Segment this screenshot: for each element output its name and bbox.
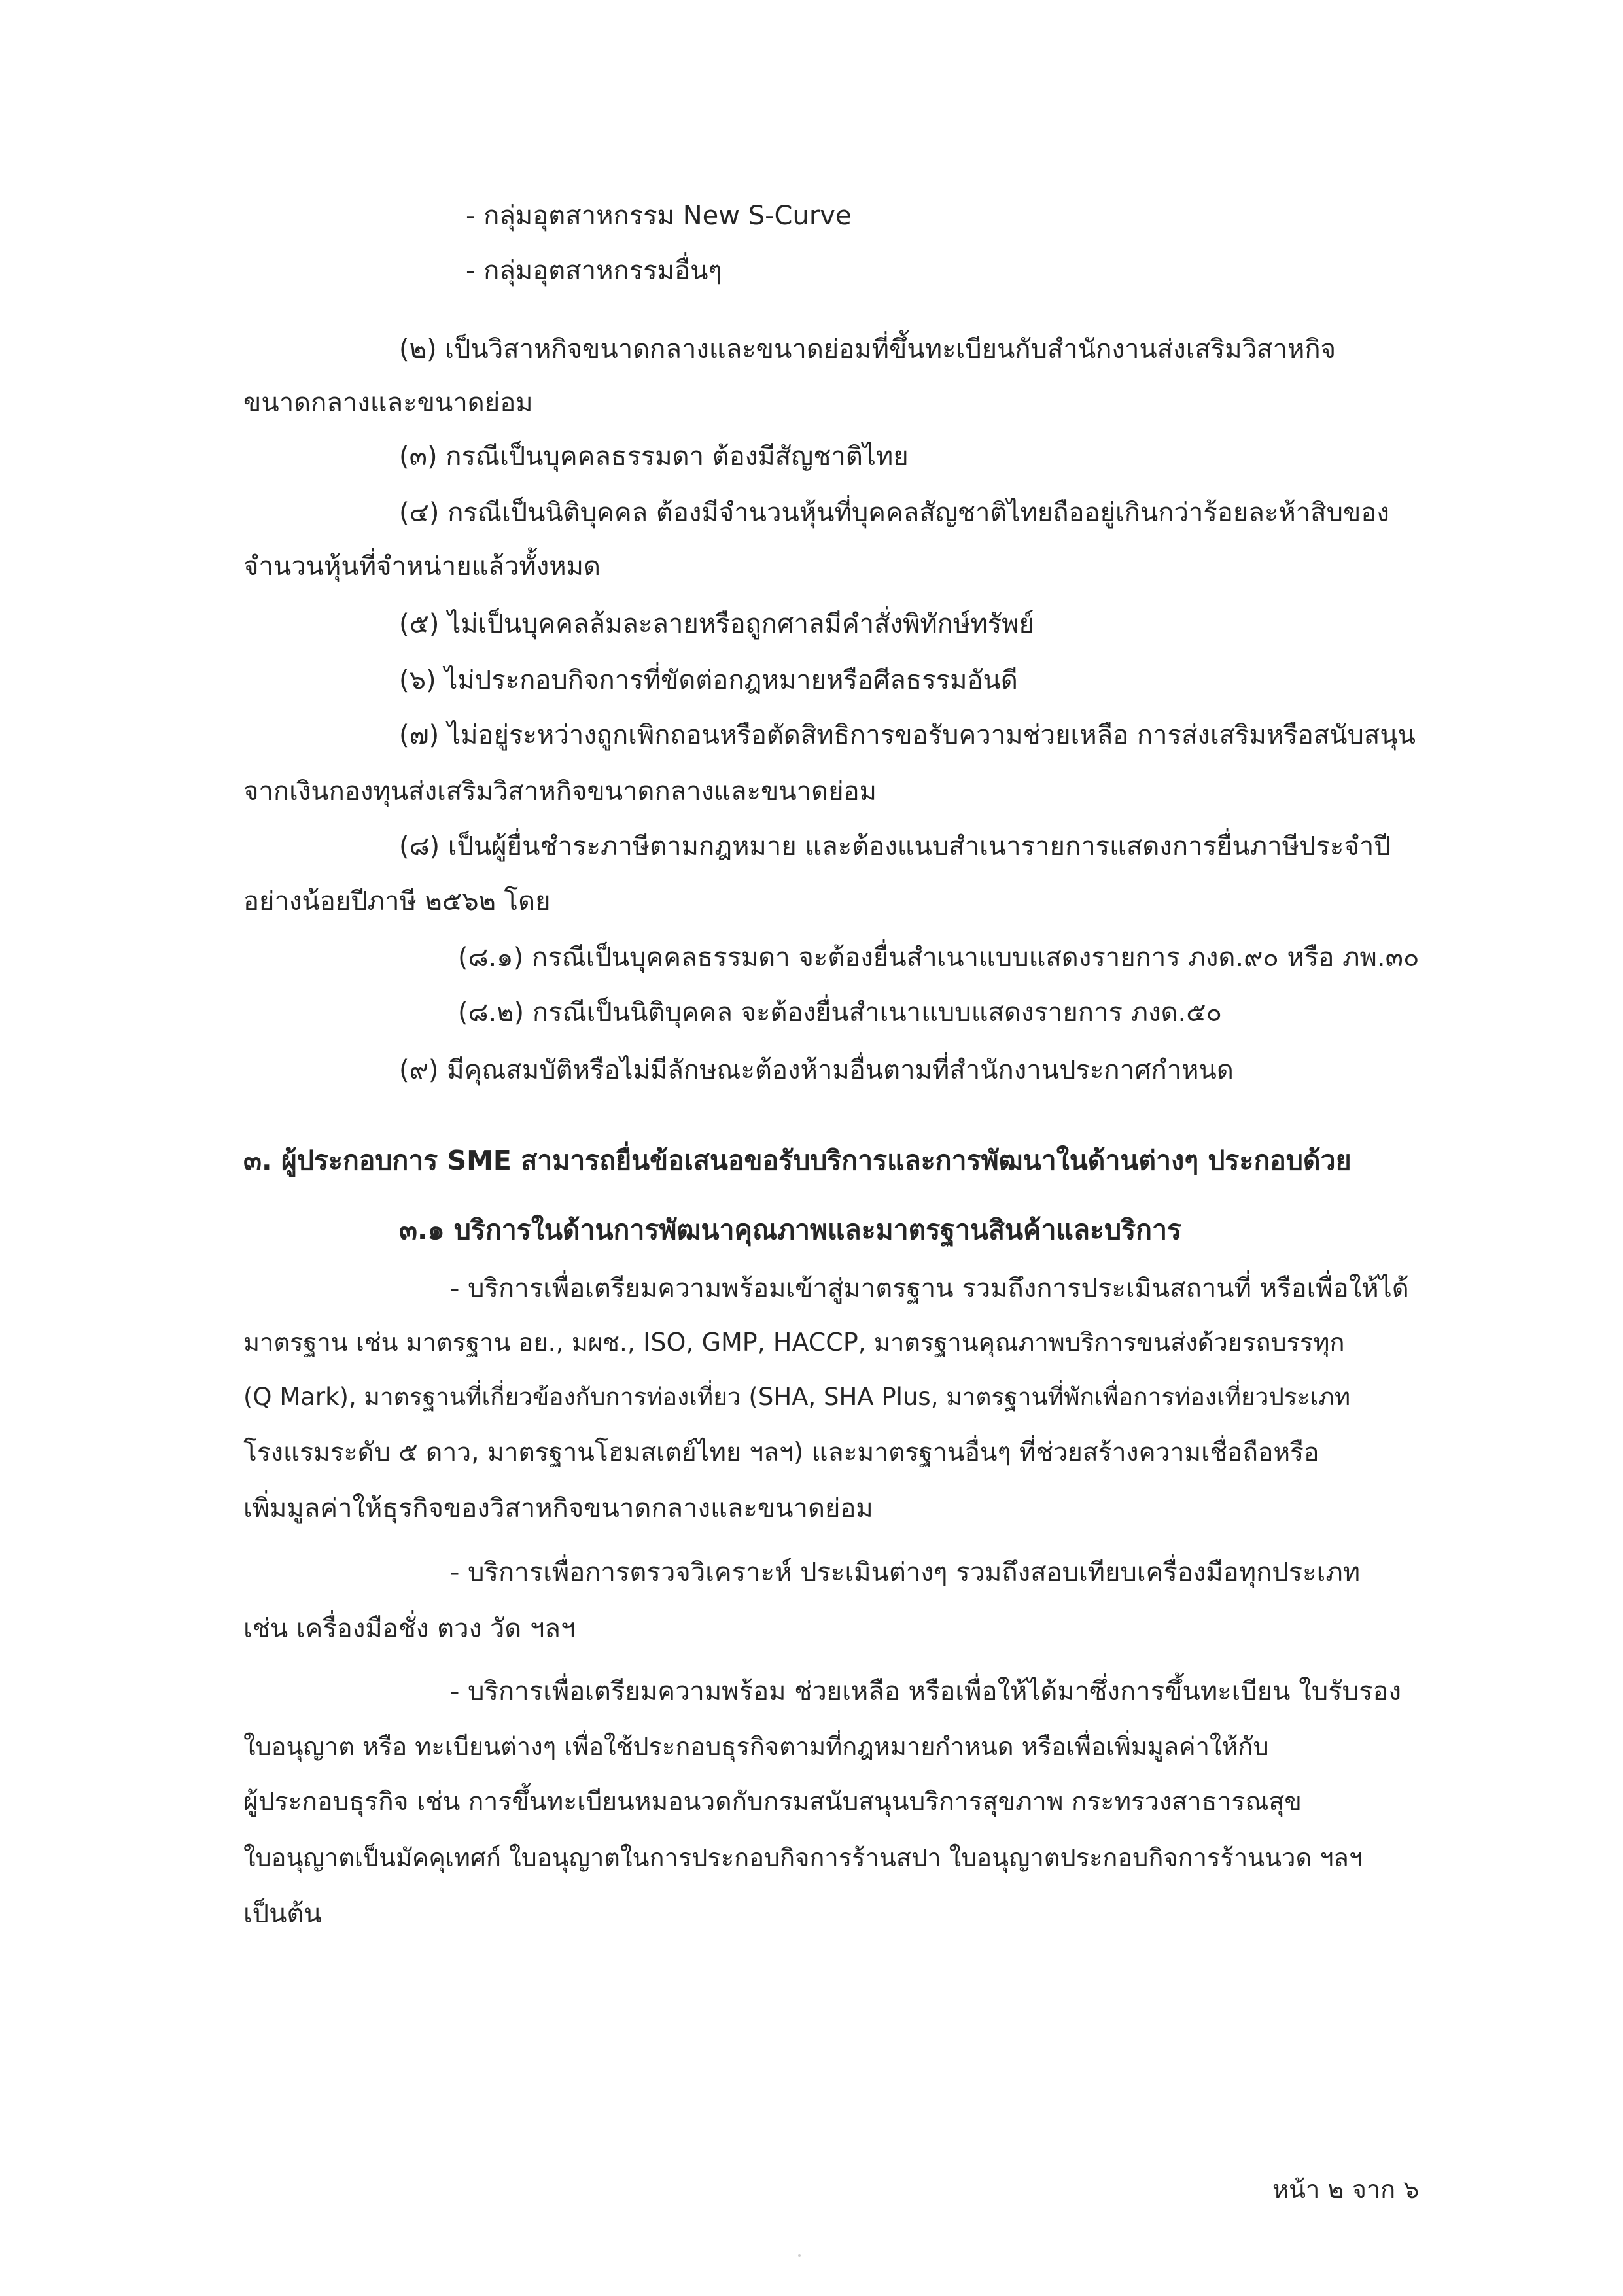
list-item: - กลุ่มอุตสาหกรรมอื่นๆ: [466, 256, 722, 286]
paragraph-line: (๙) มีคุณสมบัติหรือไม่มีลักษณะต้องห้ามอื่นตามที่สำนักงานประกาศกำหนด: [399, 1055, 1234, 1085]
paragraph-line: (๓) กรณีเป็นบุคคลธรรมดา ต้องมีสัญชาติไทย: [399, 442, 909, 472]
paragraph-line: (๔) กรณีเป็นนิติบุคคล ต้องมีจำนวนหุ้นที่บุคคลสัญชาติไทยถืออยู่เกินกว่าร้อยละห้าสิบของ: [399, 498, 1389, 528]
paragraph-line: ผู้ประกอบธุรกิจ เช่น การขึ้นทะเบียนหมอนวดกับกรมสนับสนุนบริการสุขภาพ กระทรวงสาธารณสุข: [243, 1787, 1302, 1817]
paragraph-line: เช่น เครื่องมือชั่ง ตวง วัด ฯลฯ: [243, 1614, 576, 1644]
paragraph-line: จากเงินกองทุนส่งเสริมวิสาหกิจขนาดกลางและขนาดย่อม: [243, 776, 877, 807]
section-heading: ๓. ผู้ประกอบการ SME สามารถยื่นข้อเสนอขอรับบริการและการพัฒนาในด้านต่างๆ ประกอบด้วย: [243, 1145, 1352, 1176]
scan-speck: [798, 2254, 801, 2257]
paragraph-line: (๗) ไม่อยู่ระหว่างถูกเพิกถอนหรือตัดสิทธิการขอรับความช่วยเหลือ การส่งเสริมหรือสนับสนุน: [399, 720, 1416, 750]
paragraph-line: (Q Mark), มาตรฐานที่เกี่ยวข้องกับการท่องเที่ยว (SHA, SHA Plus, มาตรฐานที่พักเพื่อการท่องเที่ยวประเภท: [243, 1383, 1351, 1411]
paragraph-line: (๕) ไม่เป็นบุคคลล้มละลายหรือถูกศาลมีคำสั่งพิทักษ์ทรัพย์: [399, 609, 1034, 639]
paragraph-line: อย่างน้อยปีภาษี ๒๕๖๒ โดย: [243, 886, 551, 916]
paragraph-line: (๖) ไม่ประกอบกิจการที่ขัดต่อกฎหมายหรือศีลธรรมอันดี: [399, 665, 1018, 695]
paragraph-line: ใบอนุญาตเป็นมัคคุเทศก์ ใบอนุญาตในการประกอบกิจการร้านสปา ใบอนุญาตประกอบกิจการร้านนวด ฯลฯ: [243, 1843, 1363, 1872]
sub-item: (๘.๑) กรณีเป็นบุคคลธรรมดา จะต้องยื่นสำเนาแบบแสดงรายการ ภงด.๙๐ หรือ ภพ.๓๐: [458, 943, 1420, 973]
paragraph-line: ขนาดกลางและขนาดย่อม: [243, 388, 533, 418]
paragraph-line: - บริการเพื่อการตรวจวิเคราะห์ ประเมินต่างๆ รวมถึงสอบเทียบเครื่องมือทุกประเภท: [450, 1557, 1361, 1588]
paragraph-line: เป็นต้น: [243, 1899, 322, 1929]
paragraph-line: โรงแรมระดับ ๕ ดาว, มาตรฐานโฮมสเตย์ไทย ฯลฯ) และมาตรฐานอื่นๆ ที่ช่วยสร้างความเชื่อถือหรือ: [243, 1438, 1319, 1467]
paragraph-line: ใบอนุญาต หรือ ทะเบียนต่างๆ เพื่อใช้ประกอบธุรกิจตามที่กฎหมายกำหนด หรือเพื่อเพิ่มมูลค่าให้กับ: [243, 1732, 1269, 1761]
subsection-heading: ๓.๑ บริการในด้านการพัฒนาคุณภาพและมาตรฐานสินค้าและบริการ: [399, 1214, 1181, 1245]
paragraph-line: จำนวนหุ้นที่จำหน่ายแล้วทั้งหมด: [243, 551, 601, 582]
paragraph-line: - บริการเพื่อเตรียมความพร้อมเข้าสู่มาตรฐาน รวมถึงการประเมินสถานที่ หรือเพื่อให้ได้: [450, 1274, 1409, 1304]
paragraph-line: เพิ่มมูลค่าให้ธุรกิจของวิสาหกิจขนาดกลางและขนาดย่อม: [243, 1493, 873, 1523]
paragraph-line: (๘) เป็นผู้ยื่นชำระภาษีตามกฎหมาย และต้องแนบสำเนารายการแสดงการยื่นภาษีประจำปี: [399, 831, 1391, 861]
page-number: หน้า ๒ จาก ๖: [1272, 2175, 1420, 2204]
paragraph-line: (๒) เป็นวิสาหกิจขนาดกลางและขนาดย่อมที่ขึ้นทะเบียนกับสำนักงานส่งเสริมวิสาหกิจ: [399, 334, 1336, 364]
paragraph-line: - บริการเพื่อเตรียมความพร้อม ช่วยเหลือ หรือเพื่อให้ได้มาซึ่งการขึ้นทะเบียน ใบรับรอง: [450, 1677, 1402, 1707]
sub-item: (๘.๒) กรณีเป็นนิติบุคคล จะต้องยื่นสำเนาแบบแสดงรายการ ภงด.๕๐: [458, 998, 1222, 1028]
paragraph-line: มาตรฐาน เช่น มาตรฐาน อย., มผช., ISO, GMP, HACCP, มาตรฐานคุณภาพบริการขนส่งด้วยรถบรรทุก: [243, 1328, 1345, 1357]
list-item: - กลุ่มอุตสาหกรรม New S-Curve: [466, 201, 852, 231]
